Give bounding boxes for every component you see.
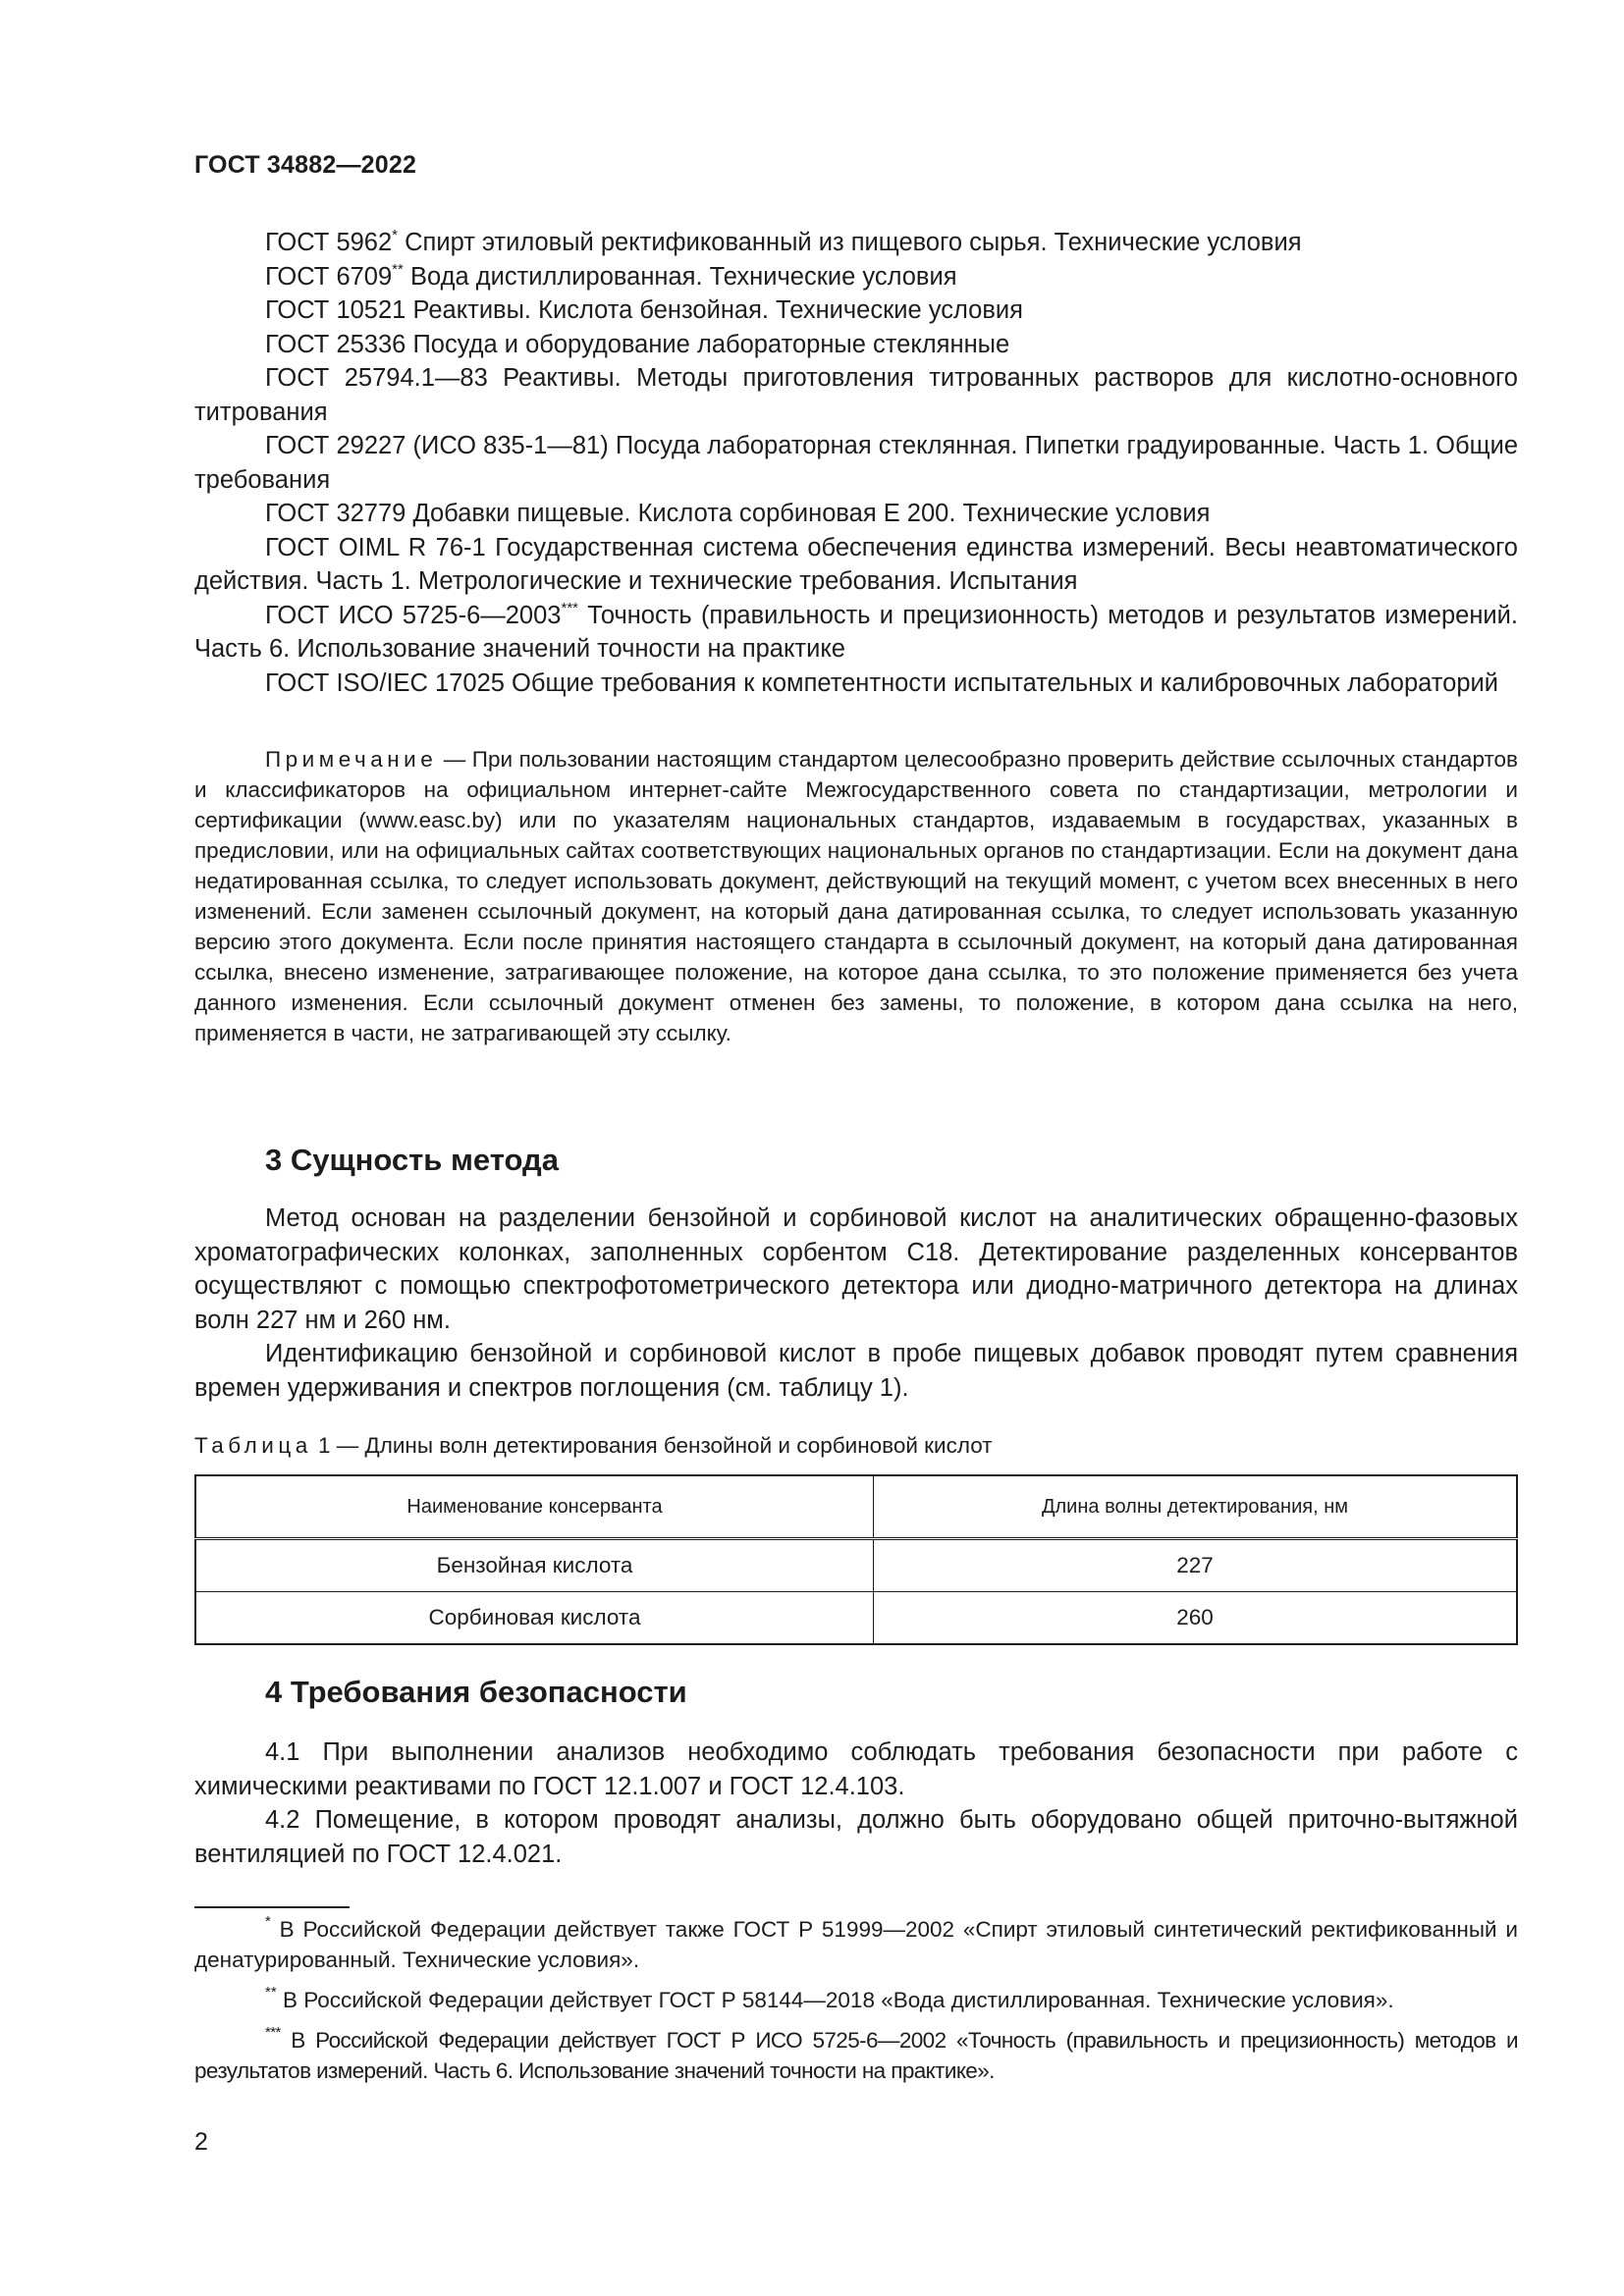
section-4-body [194,1735,1518,1871]
table-1 [194,1474,1518,1645]
table-cell: 260 [873,1592,1517,1645]
section-3-body [194,1201,1518,1405]
reference-item: ГОСТ 29227 (ИСО 835-1—81) Посуда лабораторная стеклянная. Пипетки градуированные. Часть 1. Общие требования [194,432,1518,494]
table-cell: Бензойная кислота [195,1539,873,1592]
table-1-caption: Таблица 1 — Длины волн детектирования бензойной и сорбиновой кислот [194,1433,993,1458]
table-header-row [195,1475,1517,1539]
reference-item: ГОСТ 5962* Спирт этиловый ректификованный из пищевого сырья. Технические условия [265,227,1302,256]
section-3-paragraph-1: Метод основан на разделении бензойной и сорбиновой кислот на аналитических обращенно-фазовых хроматографических колонках, заполненных сорбентом С18. Детектирование разделенных консервантов осуществляют с помощью спектрофотометрического детектора или диодно-матричного детектора на длинах волн 227 нм и 260 нм. [194,1204,1518,1334]
footnote-divider [194,1906,350,1908]
section-4-heading: 4 Требования безопасности [265,1675,687,1709]
reference-item: ГОСТ 6709** Вода дистиллированная. Технические условия [265,260,957,291]
table-cell: 227 [873,1539,1517,1592]
footnote: *** В Российской Федерации действует ГОСТ Р ИСО 5725-6—2002 «Точность (правильность и прецизионность) методов и результатов измерений. Часть 6. Использование значений точности на практике». [194,2024,1518,2083]
table-header-cell: Длина волны детектирования, нм [873,1475,1517,1539]
table-label: Таблица [194,1433,312,1458]
table-row [195,1592,1517,1645]
footnotes [194,1914,1518,2096]
normative-references-list [194,226,1518,700]
section-4-paragraph-1: 4.1 При выполнении анализов необходимо соблюдать требования безопасности при работе с химическими реактивами по ГОСТ 12.1.007 и ГОСТ 12.4.103. [194,1738,1518,1800]
reference-item: ГОСТ 32779 Добавки пищевые. Кислота сорбиновая Е 200. Технические условия [265,500,1211,527]
document-header: ГОСТ 34882—2022 [194,151,417,179]
section-3-paragraph-2: Идентификацию бензойной и сорбиновой кислот в пробе пищевых добавок проводят путем сравнения времен удерживания и спектров поглощения (см. таблицу 1). [194,1340,1518,1402]
reference-item: ГОСТ OIML R 76-1 Государственная система обеспечения единства измерений. Весы неавтоматического действия. Часть 1. Метрологические и технические требования. Испытания [194,533,1518,595]
table-row [195,1539,1517,1592]
reference-item: ГОСТ ISO/IEC 17025 Общие требования к компетентности испытательных и калибровочных лабораторий [265,668,1498,697]
page-number: 2 [194,2128,208,2156]
reference-item: ГОСТ 10521 Реактивы. Кислота бензойная. Технические условия [265,296,1023,324]
footnote: * В Российской Федерации действует также ГОСТ Р 51999—2002 «Спирт этиловый синтетический ректификованный и денатурированный. Технические условия». [194,1913,1518,1972]
reference-item: ГОСТ 25794.1—83 Реактивы. Методы приготовления титрованных растворов для кислотно-основного титрования [194,364,1518,426]
section-4-paragraph-2: 4.2 Помещение, в котором проводят анализы, должно быть оборудовано общей приточно-вытяжной вентиляцией по ГОСТ 12.4.021. [194,1806,1518,1868]
table-cell: Сорбиновая кислота [195,1592,873,1645]
note-paragraph: Примечание — При пользовании настоящим стандартом целесообразно проверить действие ссылочных стандартов и классификаторов на официальном интернет-сайте Межгосударственного совета по стандартизации, метрологии и сертификации (www.easc.by) или по указателям национальных стандартов, издаваемым в государствах, указанных в предисловии, или на официальных сайтах соответствующих национальных органов по стандартизации. Если на документ дана недатированная ссылка, то следует использовать документ, действующий на текущий момент, с учетом всех внесенных в него изменений. Если заменен ссылочный документ, на который дана датированная ссылка, то следует использовать указанную версию этого документа. Если после принятия настоящего стандарта в ссылочный документ, на который дана датированная ссылка, внесено изменение, затрагивающее положение, на которое дана ссылка, то это положение применяется без учета данного изменения. Если ссылочный документ отменен без замены, то положение, в котором дана ссылка на него, применяется в части, не затрагивающей эту ссылку. [194,747,1518,1045]
table-header-cell: Наименование консерванта [195,1475,873,1539]
footnote: ** В Российской Федерации действует ГОСТ Р 58144—2018 «Вода дистиллированная. Технические условия». [265,1984,1394,2012]
reference-item: ГОСТ 25336 Посуда и оборудование лабораторные стеклянные [265,330,1010,358]
reference-item: ГОСТ ИСО 5725-6—2003*** Точность (правильность и прецизионность) методов и результатов измерений. Часть 6. Использование значений точности на практике [194,599,1518,663]
note-label: Примечание [265,747,438,772]
section-3-heading: 3 Сущность метода [265,1143,559,1177]
